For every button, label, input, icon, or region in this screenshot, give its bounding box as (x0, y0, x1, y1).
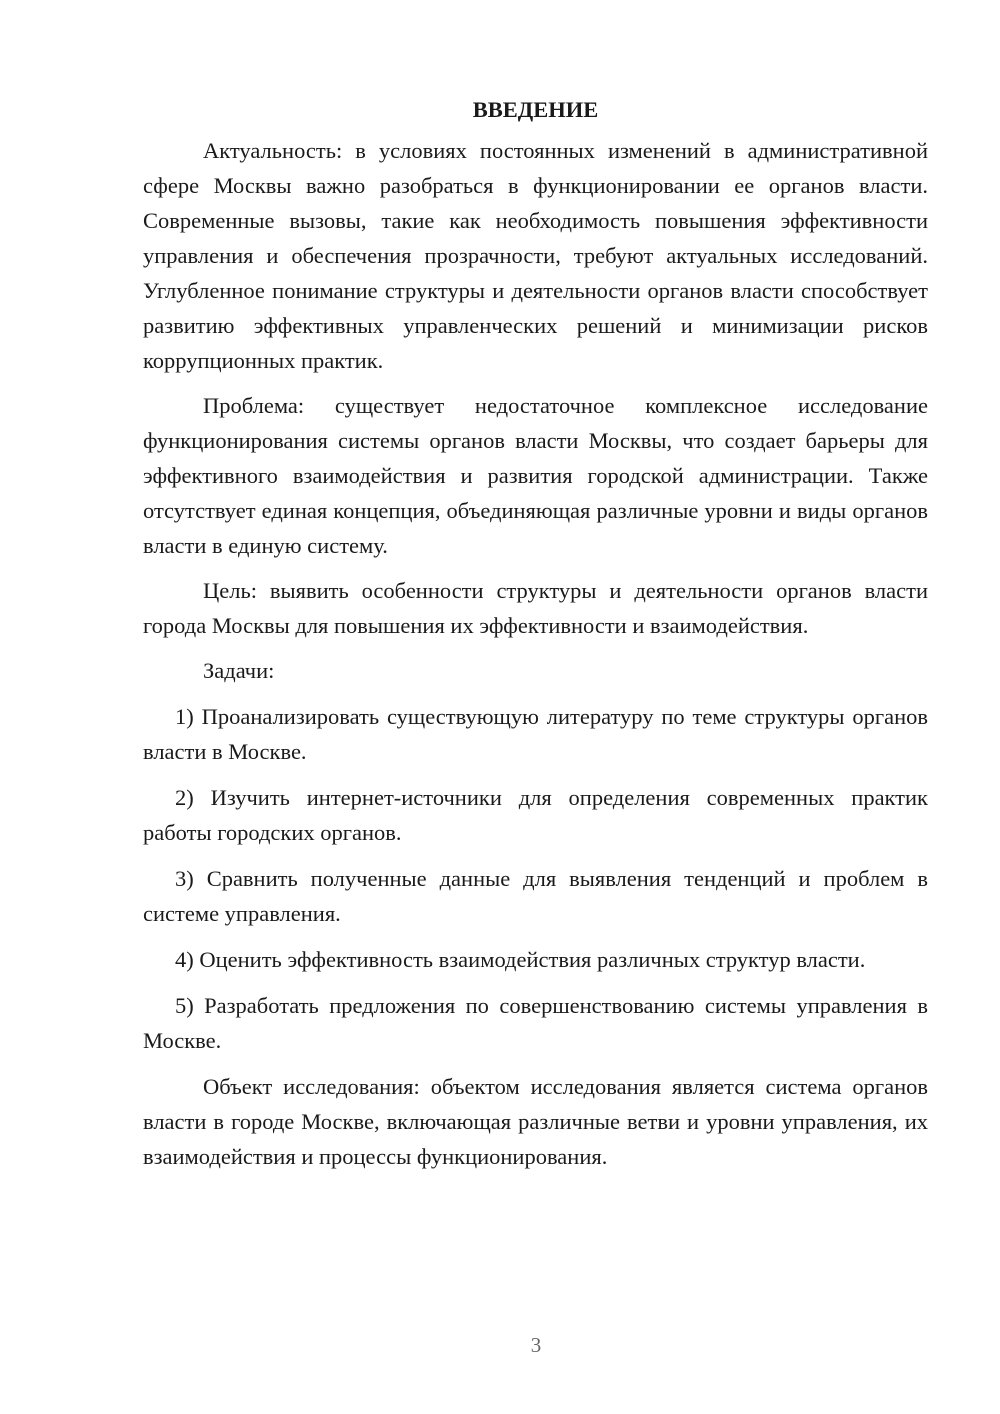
task-item-3: 3) Сравнить полученные данные для выявления тенденций и проблем в системе управления. (143, 866, 928, 926)
task-item-5: 5) Разработать предложения по совершенствованию системы управления в Москве. (143, 993, 928, 1053)
goal-paragraph: Цель: выявить особенности структуры и деятельности органов власти города Москвы для повышения их эффективности и взаимодействия. (143, 578, 928, 638)
page-number: 3 (530, 1333, 542, 1357)
section-title: ВВЕДЕНИЕ (472, 97, 599, 122)
task-item-4: 4) Оценить эффективность взаимодействия различных структур власти. (175, 947, 866, 972)
relevance-paragraph: Актуальность: в условиях постоянных изменений в административной сфере Москвы важно разобраться в функционировании ее органов власти. Современные вызовы, такие как необходимость повышения эффективности управления и обеспечения прозрачности, требуют актуальных исследований. Углубленное понимание структуры и деятельности органов власти способствует развитию эффективных управленческих решений и минимизации рисков коррупционных практик. (143, 138, 928, 373)
tasks-label: Задачи: (203, 658, 275, 683)
task-item-2: 2) Изучить интернет-источники для определения современных практик работы городских органов. (143, 785, 928, 845)
object-paragraph: Объект исследования: объектом исследования является система органов власти в городе Москве, включающая различные ветви и уровни управления, их взаимодействия и процессы функционирования. (143, 1074, 928, 1169)
task-item-1: 1) Проанализировать существующую литературу по теме структуры органов власти в Москве. (143, 704, 928, 764)
page-content (143, 92, 928, 1184)
problem-paragraph: Проблема: существует недостаточное комплексное исследование функционирования системы органов власти Москвы, что создает барьеры для эффективного взаимодействия и развития городской администрации. Также отсутствует единая концепция, объединяющая различные уровни и виды органов власти в единую систему. (143, 393, 928, 558)
